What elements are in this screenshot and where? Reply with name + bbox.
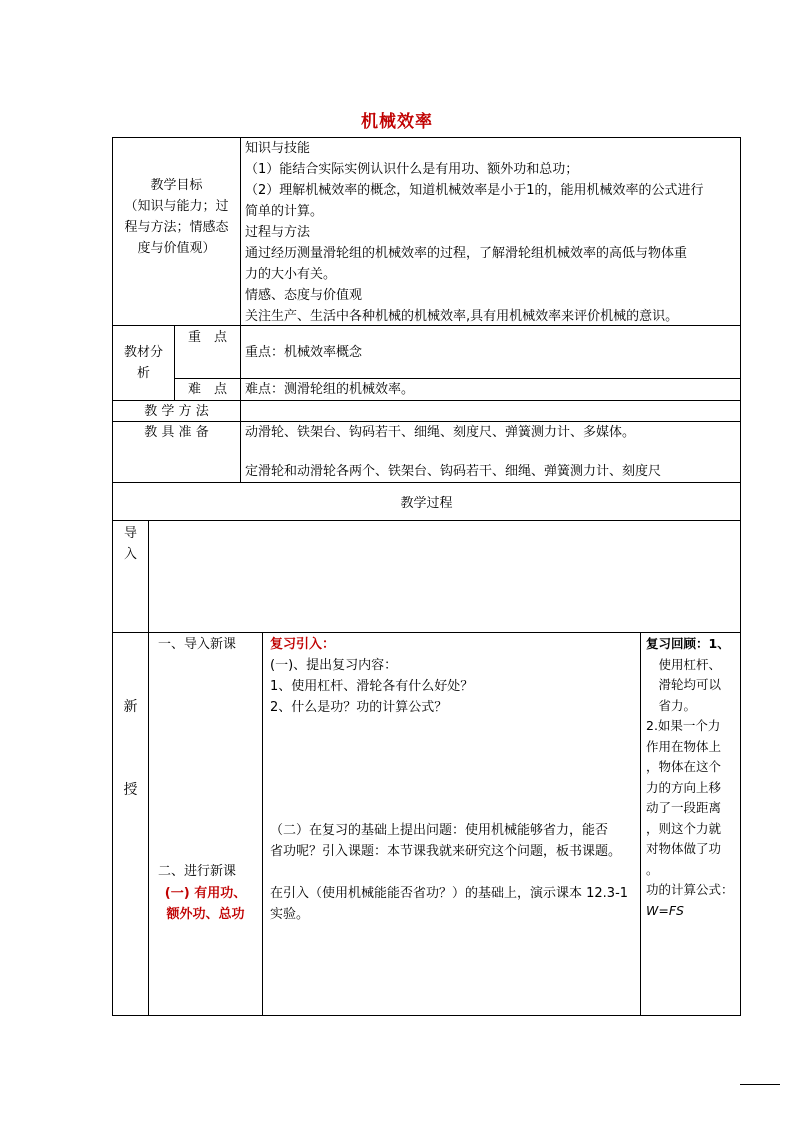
note-line: 省力。: [646, 697, 697, 713]
analysis-label-line: 教材分: [123, 345, 163, 360]
review-p2: 1、使用杠杆、滑轮各有什么好处？: [270, 679, 474, 694]
table-border-right: [740, 137, 741, 1016]
table-border-bottom: [112, 1015, 741, 1016]
page-title: 机械效率: [361, 112, 433, 132]
col-divider-notes: [640, 632, 641, 1016]
equipment-line-2: 定滑轮和动滑轮各两个、铁架台、钩码若干、细绳、弹簧测力计、刻度尺: [245, 464, 662, 479]
question-line: 省功呢？引入课题：本节课我就来研究这个问题，板书课题。: [270, 844, 622, 859]
new-teaching-label-1: 新: [123, 699, 138, 715]
review-heading: 复习引入：: [270, 637, 336, 652]
note-line: 滑轮均可以: [646, 677, 722, 692]
review-p1: (一)、提出复习内容：: [270, 658, 398, 673]
col-divider-steps: [262, 632, 263, 1016]
col-divider-side: [148, 520, 149, 1016]
note-line: 。: [646, 861, 659, 877]
sub-topic-useful-work: [149, 883, 262, 925]
step-import-new-lesson: 一、导入新课: [158, 637, 237, 652]
question-paragraph: [270, 820, 638, 862]
objectives-line: 情感、态度与价值观: [245, 288, 363, 303]
note-line: W=FS: [646, 902, 684, 918]
demo-paragraph: [270, 883, 638, 925]
intro-label-line: 入: [123, 547, 137, 562]
new-teaching-label-2: 授: [123, 782, 138, 798]
objectives-line: 力的大小有关。: [245, 267, 337, 282]
col-divider-main: [240, 137, 241, 483]
review-p3: 2、什么是功？功的计算公式？: [270, 700, 448, 715]
note-line: 功的计算公式：: [646, 882, 734, 897]
objectives-line: 通过经历测量滑轮组的机械效率的过程，了解滑轮组机械效率的高低与物体重: [245, 246, 688, 261]
equipment-label: 教 具 准 备: [144, 425, 209, 440]
sub-topic-line: 额外功、总功: [166, 907, 245, 922]
row-divider-equipment: [112, 482, 741, 483]
analysis-label-line: 析: [136, 366, 150, 381]
step-new-lesson: 二、进行新课: [158, 864, 237, 879]
note-line: ，物体在这个: [646, 759, 722, 774]
objectives-label-line: 度与价值观）: [137, 241, 216, 256]
footer-rule: [740, 1084, 780, 1085]
objectives-line: （2）理解机械效率的概念，知道机械效率是小于1的，能用机械效率的公式进行: [245, 183, 704, 198]
analysis-label: [113, 342, 174, 384]
objectives-label-line: （知识与能力；过: [124, 199, 229, 214]
note-line: ，则这个力就: [646, 820, 722, 836]
note-line: 对物体做了功: [646, 841, 722, 856]
note-line: 2.如果一个力: [646, 718, 721, 733]
objectives-line: 过程与方法: [245, 225, 311, 240]
note-line: 作用在物体上: [646, 738, 722, 754]
objectives-label-line: 程与方法；情感态: [124, 220, 229, 235]
demo-line: 实验。: [270, 907, 310, 922]
row-divider-intro: [112, 632, 741, 633]
review-notes: [646, 634, 740, 921]
objectives-line: （1）能结合实际实例认识什么是有用功、额外功和总功；: [245, 162, 579, 177]
objectives-line: 简单的计算。: [245, 204, 324, 219]
note-line: 力的方向上移: [646, 779, 722, 795]
key-content: 重点：机械效率概念: [245, 345, 363, 360]
note-line: 动了一段距离: [646, 800, 722, 815]
table-border-left: [112, 137, 113, 1016]
demo-line: 在引入（使用机械能能否省功？）的基础上，演示课本 12.3-1: [270, 886, 629, 901]
objectives-content: [245, 138, 739, 327]
note-line: 复习回顾：1、: [646, 636, 730, 651]
sub-topic-line: (一) 有用功、: [164, 886, 247, 901]
row-divider-process: [112, 520, 741, 521]
objectives-line: 关注生产、生活中各种机械的机械效率,具有用机械效率来评价机械的意识。: [245, 309, 679, 324]
method-label: 教 学 方 法: [144, 404, 209, 419]
intro-label: [113, 523, 148, 565]
difficult-content: 难点：测滑轮组的机械效率。: [245, 382, 415, 397]
question-line: （二）在复习的基础上提出问题：使用机械能够省力，能否: [270, 823, 609, 838]
intro-label-line: 导: [123, 526, 137, 541]
difficult-label: 难 点: [187, 382, 227, 397]
objectives-line: 知识与技能: [245, 141, 311, 156]
equipment-line-1: 动滑轮、铁架台、钩码若干、细绳、刻度尺、弹簧测力计、多媒体。: [245, 425, 636, 440]
process-header: 教学过程: [400, 496, 453, 511]
note-line: 使用杠杆、: [646, 656, 722, 672]
key-label: 重 点: [187, 330, 227, 345]
objectives-label: [113, 175, 240, 259]
objectives-label-line: 教学目标: [150, 178, 203, 193]
